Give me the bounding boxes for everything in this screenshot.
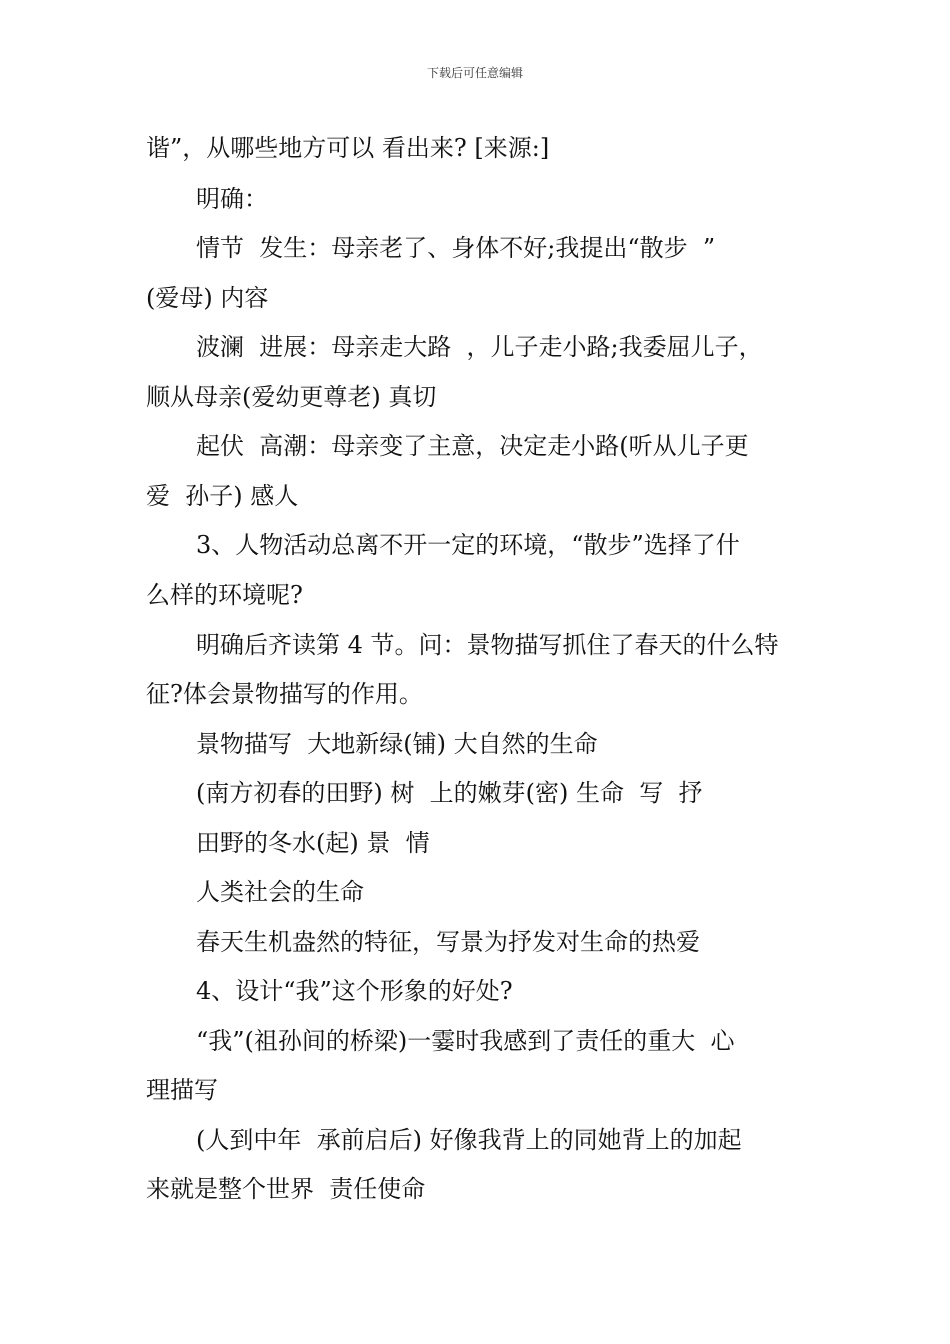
text-line: 4、设计“我”这个形象的好处? <box>196 977 513 1005</box>
text-line: 顺从母亲(爱幼更尊老) 真切 <box>146 383 437 411</box>
text-line: 波澜 进展：母亲走大路 ，儿子走小路;我委屈儿子， <box>196 333 763 361</box>
text-line: 明确： <box>196 185 268 213</box>
text-line: 起伏 高潮：母亲变了主意，决定走小路(听从儿子更 <box>196 432 749 460</box>
text-line: 春天生机盎然的特征，写景为抒发对生命的热爱 <box>196 928 700 956</box>
text-line: 么样的环境呢? <box>146 581 303 609</box>
text-line: 征?体会景物描写的作用。 <box>146 680 423 708</box>
text-line: (人到中年 承前启后) 好像我背上的同她背上的加起 <box>196 1126 742 1154</box>
text-line: 情节 发生：母亲老了、身体不好;我提出“散步 ” <box>196 234 716 262</box>
text-line: 景物描写 大地新绿(铺) 大自然的生命 <box>196 730 598 758</box>
text-line: 田野的冬水(起) 景 情 <box>196 829 430 857</box>
text-line: 明确后齐读第 4 节。问：景物描写抓住了春天的什么特 <box>196 631 779 659</box>
text-line: 3、人物活动总离不开一定的环境，“散步”选择了什 <box>196 531 740 559</box>
text-line: 爱 孙子) 感人 <box>146 482 299 510</box>
text-line: (爱母) 内容 <box>146 284 269 312</box>
text-line: 来就是整个世界 责任使命 <box>146 1175 426 1203</box>
page-header: 下载后可任意编辑 <box>426 66 523 80</box>
text-line: “我”(祖孙间的桥梁)一霎时我感到了责任的重大 心 <box>196 1027 735 1055</box>
text-line: (南方初春的田野) 树 上的嫩芽(密) 生命 写 抒 <box>196 779 703 807</box>
text-line: 人类社会的生命 <box>196 878 364 906</box>
text-line: 理描写 <box>146 1076 218 1104</box>
text-line: 谐”，从哪些地方可以 看出来? [来源:] <box>146 134 550 162</box>
